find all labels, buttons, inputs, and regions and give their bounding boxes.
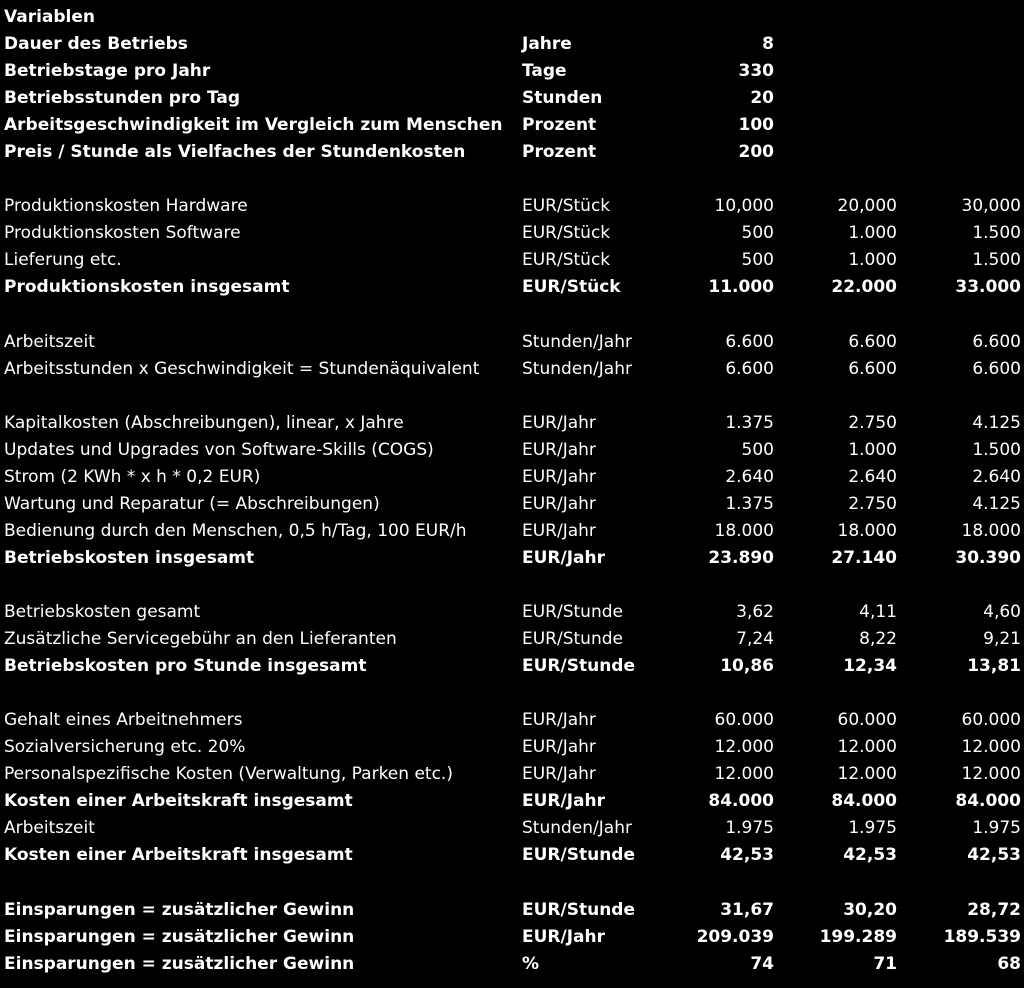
row-label: Einsparungen = zusätzlicher Gewinn	[4, 953, 355, 974]
row-unit: EUR/Jahr	[522, 466, 596, 487]
row-unit: Prozent	[522, 115, 597, 136]
row-unit: EUR/Stück	[522, 223, 611, 244]
row-label: Betriebskosten insgesamt	[4, 547, 255, 568]
table-row	[0, 734, 1024, 761]
row-unit: Tage	[522, 61, 567, 82]
row-label: Personalspezifische Kosten (Verwaltung, Parken etc.)	[4, 764, 453, 785]
row-unit: EUR/Jahr	[522, 547, 605, 568]
row-unit: EUR/Jahr	[522, 926, 605, 947]
table-row	[0, 193, 1024, 220]
row-unit: EUR/Jahr	[522, 764, 596, 785]
row-label: Einsparungen = zusätzlicher Gewinn	[4, 899, 355, 920]
row-value-1: 23.890	[708, 547, 774, 568]
row-value-2: 12.000	[837, 764, 897, 785]
row-value-1: 10,000	[714, 196, 774, 217]
row-label: Arbeitszeit	[4, 331, 95, 352]
spacer-row	[0, 870, 1024, 897]
row-value-3: 2.640	[972, 466, 1021, 487]
row-unit: Stunden/Jahr	[522, 331, 632, 352]
row-unit: EUR/Stunde	[522, 899, 635, 920]
row-value-3: 28,72	[967, 899, 1021, 920]
row-value-1: 6.600	[725, 331, 774, 352]
row-value-1: 1.975	[725, 818, 774, 839]
row-unit: EUR/Jahr	[522, 737, 596, 758]
row-value-1: 100	[738, 115, 774, 136]
row-unit: EUR/Jahr	[522, 439, 596, 460]
row-value-1: 84.000	[708, 791, 774, 812]
row-value-2: 8,22	[859, 629, 897, 650]
row-value-1: 74	[750, 953, 774, 974]
row-value-2: 1.975	[848, 818, 897, 839]
row-value-2: 2.750	[848, 412, 897, 433]
row-value-3: 84.000	[955, 791, 1021, 812]
row-unit: EUR/Stunde	[522, 845, 635, 866]
row-value-1: 20	[750, 88, 774, 109]
table-row	[0, 274, 1024, 301]
row-label: Kapitalkosten (Abschreibungen), linear, x Jahre	[4, 412, 404, 433]
row-value-1: 31,67	[720, 899, 774, 920]
row-value-2: 20,000	[837, 196, 897, 217]
table-row	[0, 58, 1024, 85]
row-unit: EUR/Stück	[522, 196, 611, 217]
table-row	[0, 85, 1024, 112]
row-value-3: 12.000	[961, 764, 1021, 785]
row-unit: EUR/Jahr	[522, 520, 596, 541]
row-label: Bedienung durch den Menschen, 0,5 h/Tag, 100 EUR/h	[4, 520, 467, 541]
row-unit: Prozent	[522, 142, 597, 163]
row-value-1: 1.375	[725, 493, 774, 514]
row-value-3: 6.600	[972, 358, 1021, 379]
table-row	[0, 220, 1024, 247]
row-unit: EUR/Stück	[522, 250, 611, 271]
row-value-3: 1.500	[972, 439, 1021, 460]
row-label: Arbeitszeit	[4, 818, 95, 839]
row-value-1: 500	[741, 223, 774, 244]
row-value-2: 1.000	[848, 250, 897, 271]
row-unit: EUR/Stunde	[522, 602, 623, 623]
row-unit: Stunden/Jahr	[522, 818, 632, 839]
row-value-3: 33.000	[955, 277, 1021, 298]
table-row	[0, 761, 1024, 788]
cost-comparison-table	[0, 4, 1024, 978]
row-value-2: 18.000	[837, 520, 897, 541]
row-value-2: 2.750	[848, 493, 897, 514]
row-value-3: 68	[997, 953, 1021, 974]
row-value-3: 12.000	[961, 737, 1021, 758]
row-label: Produktionskosten insgesamt	[4, 277, 290, 298]
row-value-1: 10,86	[720, 656, 774, 677]
table-row	[0, 491, 1024, 518]
row-value-2: 2.640	[848, 466, 897, 487]
row-label: Variablen	[4, 7, 96, 27]
row-value-3: 4.125	[972, 412, 1021, 433]
row-value-1: 330	[738, 61, 774, 82]
row-label: Strom (2 KWh * x h * 0,2 EUR)	[4, 466, 261, 487]
row-value-2: 60.000	[837, 710, 897, 731]
table-row	[0, 924, 1024, 951]
row-label: Betriebskosten pro Stunde insgesamt	[4, 656, 367, 677]
row-value-3: 30,000	[961, 196, 1021, 217]
row-unit: Stunden/Jahr	[522, 358, 632, 379]
row-value-1: 8	[762, 34, 774, 55]
row-value-1: 12.000	[714, 737, 774, 758]
row-value-2: 6.600	[848, 358, 897, 379]
row-label: Gehalt eines Arbeitnehmers	[4, 710, 243, 731]
row-value-1: 2.640	[725, 466, 774, 487]
row-label: Betriebstage pro Jahr	[4, 61, 211, 82]
row-label: Arbeitsgeschwindigkeit im Vergleich zum Menschen	[4, 115, 503, 136]
row-label: Updates und Upgrades von Software-Skills (COGS)	[4, 439, 434, 460]
row-value-3: 1.500	[972, 223, 1021, 244]
row-value-1: 18.000	[714, 520, 774, 541]
row-value-2: 1.000	[848, 439, 897, 460]
table-row	[0, 842, 1024, 869]
row-value-3: 1.975	[972, 818, 1021, 839]
row-value-3: 13,81	[967, 656, 1021, 677]
spacer-row	[0, 302, 1024, 329]
row-value-3: 9,21	[983, 629, 1021, 650]
row-value-2: 22.000	[831, 277, 897, 298]
row-unit: Stunden	[522, 88, 603, 109]
row-unit: EUR/Jahr	[522, 412, 596, 433]
row-label: Kosten einer Arbeitskraft insgesamt	[4, 791, 353, 812]
row-value-2: 42,53	[843, 845, 897, 866]
row-value-1: 12.000	[714, 764, 774, 785]
row-label: Lieferung etc.	[4, 250, 122, 271]
row-value-1: 11.000	[708, 277, 774, 298]
table-row	[0, 599, 1024, 626]
row-unit: EUR/Stunde	[522, 656, 635, 677]
row-value-3: 189.539	[943, 926, 1021, 947]
spacer-row	[0, 383, 1024, 410]
spacer-row	[0, 680, 1024, 707]
row-label: Kosten einer Arbeitskraft insgesamt	[4, 845, 353, 866]
row-value-1: 209.039	[696, 926, 774, 947]
row-label: Einsparungen = zusätzlicher Gewinn	[4, 926, 355, 947]
table-row	[0, 951, 1024, 978]
table-row	[0, 897, 1024, 924]
table-row	[0, 139, 1024, 166]
table-row	[0, 545, 1024, 572]
row-value-2: 71	[873, 953, 897, 974]
row-value-3: 1.500	[972, 250, 1021, 271]
row-unit: %	[522, 953, 540, 974]
table-row	[0, 247, 1024, 274]
row-label: Sozialversicherung etc. 20%	[4, 737, 246, 758]
row-value-3: 4.125	[972, 493, 1021, 514]
spacer-row	[0, 572, 1024, 599]
table-row	[0, 437, 1024, 464]
row-value-1: 7,24	[736, 629, 774, 650]
row-unit: EUR/Jahr	[522, 710, 596, 731]
row-unit: EUR/Jahr	[522, 493, 596, 514]
table-row	[0, 707, 1024, 734]
table-row	[0, 653, 1024, 680]
row-value-3: 18.000	[961, 520, 1021, 541]
row-unit: Jahre	[522, 34, 572, 55]
row-unit: EUR/Jahr	[522, 791, 605, 812]
row-value-3: 42,53	[967, 845, 1021, 866]
row-value-2: 12.000	[837, 737, 897, 758]
row-value-2: 1.000	[848, 223, 897, 244]
row-label: Betriebskosten gesamt	[4, 602, 201, 623]
row-label: Arbeitsstunden x Geschwindigkeit = Stundenäquivalent	[4, 358, 480, 379]
table-row	[0, 518, 1024, 545]
row-unit: EUR/Stunde	[522, 629, 623, 650]
row-value-3: 60.000	[961, 710, 1021, 731]
row-label: Betriebsstunden pro Tag	[4, 88, 241, 109]
table-row	[0, 626, 1024, 653]
row-value-1: 6.600	[725, 358, 774, 379]
table-row	[0, 112, 1024, 139]
row-label: Preis / Stunde als Vielfaches der Stundenkosten	[4, 142, 466, 163]
table-row	[0, 815, 1024, 842]
row-label: Wartung und Reparatur (= Abschreibungen)	[4, 493, 380, 514]
table-row	[0, 356, 1024, 383]
row-label: Dauer des Betriebs	[4, 34, 188, 55]
row-unit: EUR/Stück	[522, 277, 621, 298]
table-row	[0, 788, 1024, 815]
row-value-1: 500	[741, 250, 774, 271]
row-value-1: 500	[741, 439, 774, 460]
row-value-2: 27.140	[831, 547, 897, 568]
row-value-3: 30.390	[955, 547, 1021, 568]
row-value-2: 6.600	[848, 331, 897, 352]
row-value-1: 60.000	[714, 710, 774, 731]
table-row	[0, 410, 1024, 437]
row-value-2: 84.000	[831, 791, 897, 812]
row-value-3: 4,60	[983, 602, 1021, 623]
table-row	[0, 464, 1024, 491]
row-value-2: 30,20	[843, 899, 897, 920]
row-value-1: 42,53	[720, 845, 774, 866]
spacer-row	[0, 166, 1024, 193]
row-value-1: 200	[738, 142, 774, 163]
row-value-1: 3,62	[736, 602, 774, 623]
row-label: Zusätzliche Servicegebühr an den Lieferanten	[4, 629, 397, 650]
row-value-2: 12,34	[843, 656, 897, 677]
row-value-2: 4,11	[859, 602, 897, 623]
row-value-3: 6.600	[972, 331, 1021, 352]
row-label: Produktionskosten Hardware	[4, 196, 248, 217]
table-row	[0, 329, 1024, 356]
row-label: Produktionskosten Software	[4, 223, 241, 244]
table-row	[0, 31, 1024, 58]
row-value-1: 1.375	[725, 412, 774, 433]
table-row	[0, 4, 1024, 31]
row-value-2: 199.289	[819, 926, 897, 947]
